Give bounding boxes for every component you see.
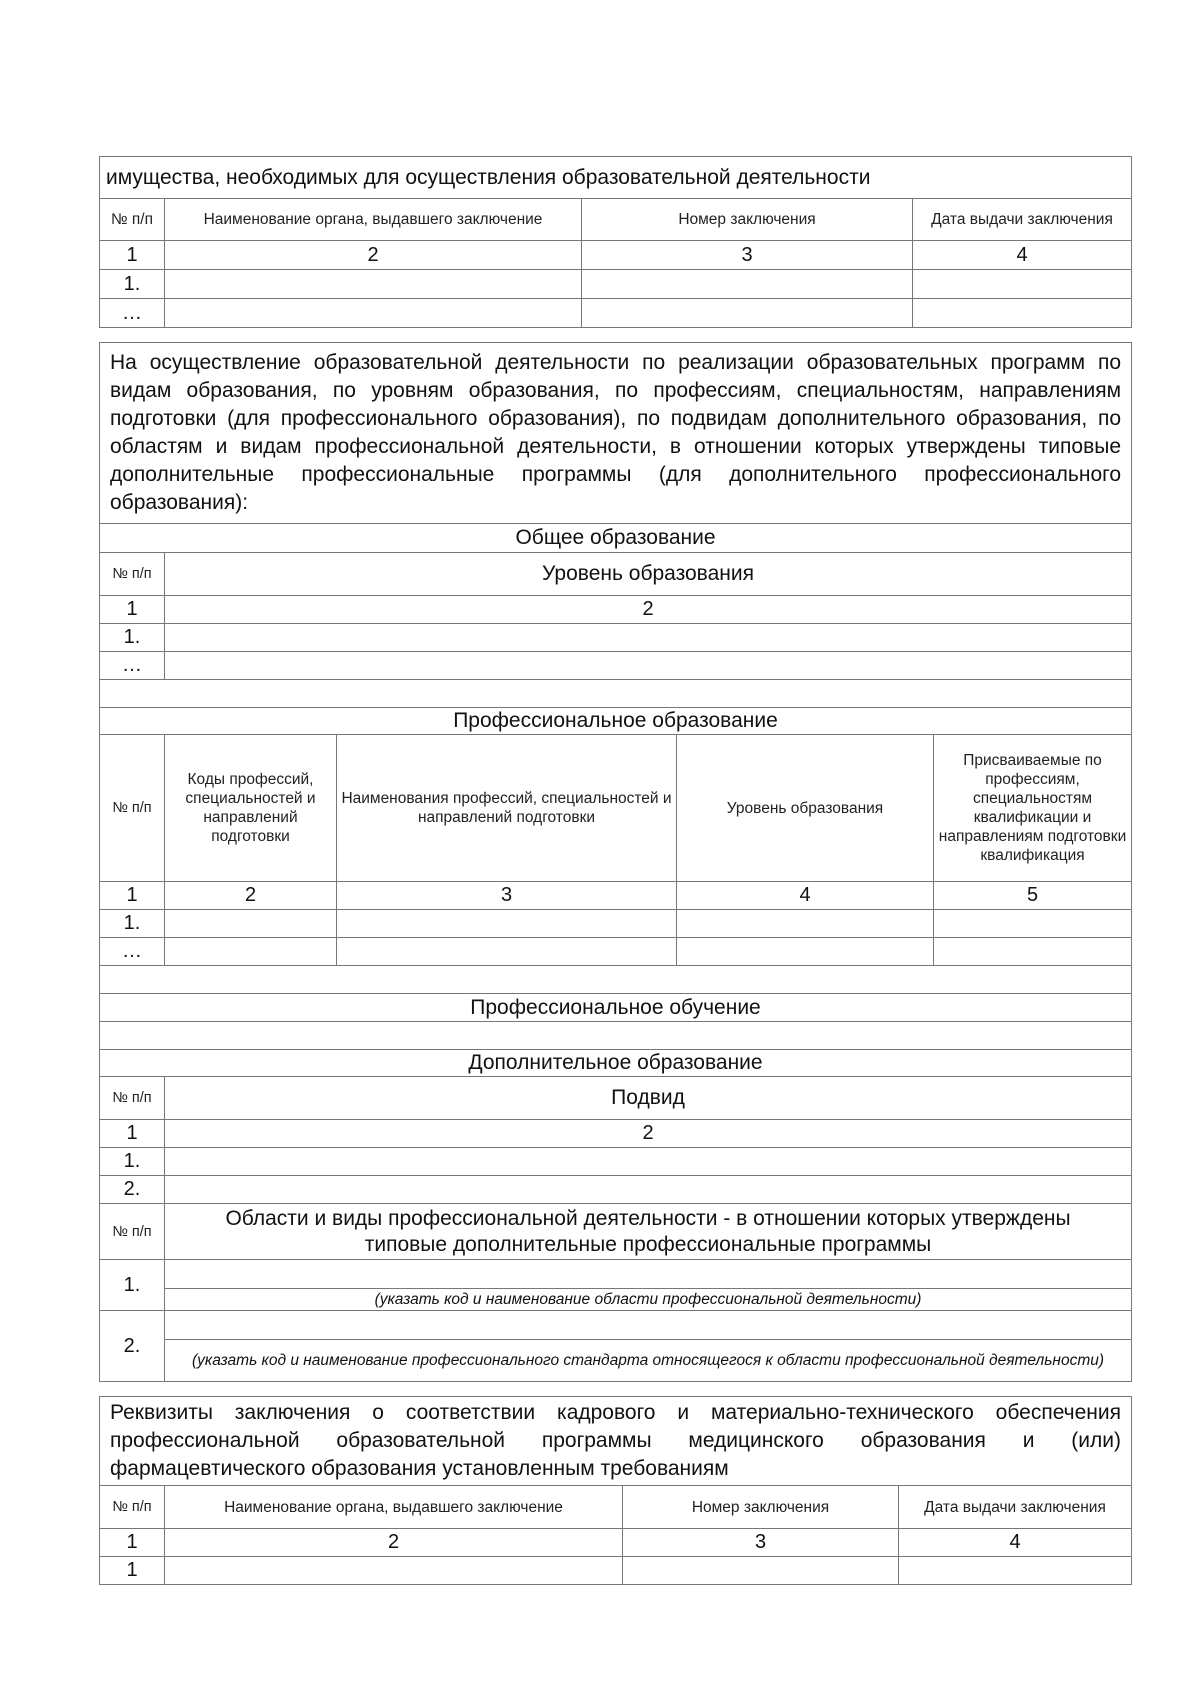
column-index: 2 xyxy=(165,1120,1132,1148)
row-number: 1 xyxy=(100,1557,165,1585)
field-hint: (указать код и наименование профессионального стандарта относящегося к области профессиональной деятельности) xyxy=(165,1340,1132,1382)
column-header-education-level: Уровень образования xyxy=(677,735,934,882)
column-header-codes: Коды профессий, специальностей и направлений подготовки xyxy=(165,735,337,882)
row-number: 2. xyxy=(100,1176,165,1204)
table-row xyxy=(100,1557,1132,1585)
table-row xyxy=(100,1176,1132,1204)
column-index: 1 xyxy=(100,241,165,270)
column-index: 4 xyxy=(913,241,1132,270)
table-cell xyxy=(913,299,1132,328)
column-header-conclusion-number: Номер заключения xyxy=(582,199,913,241)
educational-programs-table xyxy=(99,342,1132,1382)
row-number: … xyxy=(100,299,165,328)
column-index: 2 xyxy=(165,1529,623,1557)
column-header-qualification: Присваиваемые по профессиям, специальностям квалификации и направлениям подготовки квалификация xyxy=(934,735,1132,882)
table-cell xyxy=(165,1148,1132,1176)
column-index: 1 xyxy=(100,882,165,910)
column-index: 2 xyxy=(165,882,337,910)
column-index: 3 xyxy=(582,241,913,270)
section-title: имущества, необходимых для осуществления образовательной деятельности xyxy=(100,157,1132,199)
column-index: 5 xyxy=(934,882,1132,910)
column-index: 2 xyxy=(165,241,582,270)
column-index: 3 xyxy=(337,882,677,910)
column-header-number: № п/п xyxy=(100,553,165,596)
column-index: 4 xyxy=(677,882,934,910)
table-cell xyxy=(165,910,337,938)
column-header-subtype: Подвид xyxy=(165,1077,1132,1120)
additional-education-title: Дополнительное образование xyxy=(100,1050,1132,1077)
section-title: Реквизиты заключения о соответствии кадрового и материально-технического обеспечения профессиональной образовательной программы медицинского образования и (или) фармацевтического образования установленным требованиям xyxy=(100,1397,1132,1486)
table-cell xyxy=(677,938,934,966)
column-index: 1 xyxy=(100,1529,165,1557)
areas-header: Области и виды профессиональной деятельности - в отношении которых утверждены типовые дополнительные профессиональные программы xyxy=(165,1204,1132,1260)
column-header-issue-date: Дата выдачи заключения xyxy=(899,1486,1132,1529)
table-cell xyxy=(165,624,1132,652)
column-header-conclusion-number: Номер заключения xyxy=(623,1486,899,1529)
table-row xyxy=(100,1311,1132,1340)
empty-row xyxy=(100,680,1132,708)
table-cell xyxy=(165,1260,1132,1289)
programs-intro-paragraph: На осуществление образовательной деятельности по реализации образовательных программ по видам образования, по уровням образования, по профессиям, специальностям, направлениям подготовки (для профессионального образования), по подвидам дополнительного образования, по областям и видам профессиональной деятельности, в отношении которых утверждены типовые дополнительные профессиональные программы (для дополнительного профессионального образования): xyxy=(100,343,1132,524)
table-row xyxy=(100,624,1132,652)
column-header-authority: Наименование органа, выдавшего заключение xyxy=(165,1486,623,1529)
column-header-issue-date: Дата выдачи заключения xyxy=(913,199,1132,241)
table-cell xyxy=(165,270,582,299)
row-number: 1. xyxy=(100,910,165,938)
table-row xyxy=(100,652,1132,680)
table-cell xyxy=(899,1557,1132,1585)
table-cell xyxy=(582,270,913,299)
document-page xyxy=(99,156,1131,1585)
column-header-number: № п/п xyxy=(100,735,165,882)
table-cell xyxy=(165,938,337,966)
row-number: 1. xyxy=(100,1148,165,1176)
table-row xyxy=(100,938,1132,966)
row-number: … xyxy=(100,938,165,966)
table-cell xyxy=(913,270,1132,299)
field-hint: (указать код и наименование области профессиональной деятельности) xyxy=(165,1289,1132,1311)
table-cell xyxy=(337,910,677,938)
column-header-number: № п/п xyxy=(100,1077,165,1120)
column-index: 4 xyxy=(899,1529,1132,1557)
general-education-title: Общее образование xyxy=(100,524,1132,553)
column-index: 3 xyxy=(623,1529,899,1557)
column-header-education-level: Уровень образования xyxy=(165,553,1132,596)
table-row xyxy=(100,1260,1132,1289)
table-cell xyxy=(582,299,913,328)
empty-row xyxy=(100,1022,1132,1050)
professional-education-title: Профессиональное образование xyxy=(100,708,1132,735)
table-cell xyxy=(623,1557,899,1585)
column-header-number: № п/п xyxy=(100,1486,165,1529)
row-number: 1. xyxy=(100,624,165,652)
property-conclusion-table xyxy=(99,156,1132,328)
row-number: 1. xyxy=(100,270,165,299)
row-number: 2. xyxy=(100,1311,165,1382)
row-number: 1. xyxy=(100,1260,165,1311)
table-cell xyxy=(934,938,1132,966)
professional-training-title: Профессиональное обучение xyxy=(100,994,1132,1022)
column-header-names: Наименования профессий, специальностей и направлений подготовки xyxy=(337,735,677,882)
table-cell xyxy=(337,938,677,966)
row-number: … xyxy=(100,652,165,680)
column-index: 1 xyxy=(100,1120,165,1148)
empty-row xyxy=(100,966,1132,994)
column-index: 1 xyxy=(100,596,165,624)
table-cell xyxy=(165,652,1132,680)
column-index: 2 xyxy=(165,596,1132,624)
table-row xyxy=(100,910,1132,938)
table-row xyxy=(100,1148,1132,1176)
table-row xyxy=(100,270,1132,299)
table-cell xyxy=(165,1557,623,1585)
column-header-authority: Наименование органа, выдавшего заключение xyxy=(165,199,582,241)
table-cell xyxy=(165,299,582,328)
table-cell xyxy=(165,1311,1132,1340)
table-cell xyxy=(677,910,934,938)
table-cell xyxy=(934,910,1132,938)
table-cell xyxy=(165,1176,1132,1204)
column-header-number: № п/п xyxy=(100,199,165,241)
column-header-number: № п/п xyxy=(100,1204,165,1260)
medical-conclusion-table xyxy=(99,1396,1132,1585)
table-row xyxy=(100,299,1132,328)
